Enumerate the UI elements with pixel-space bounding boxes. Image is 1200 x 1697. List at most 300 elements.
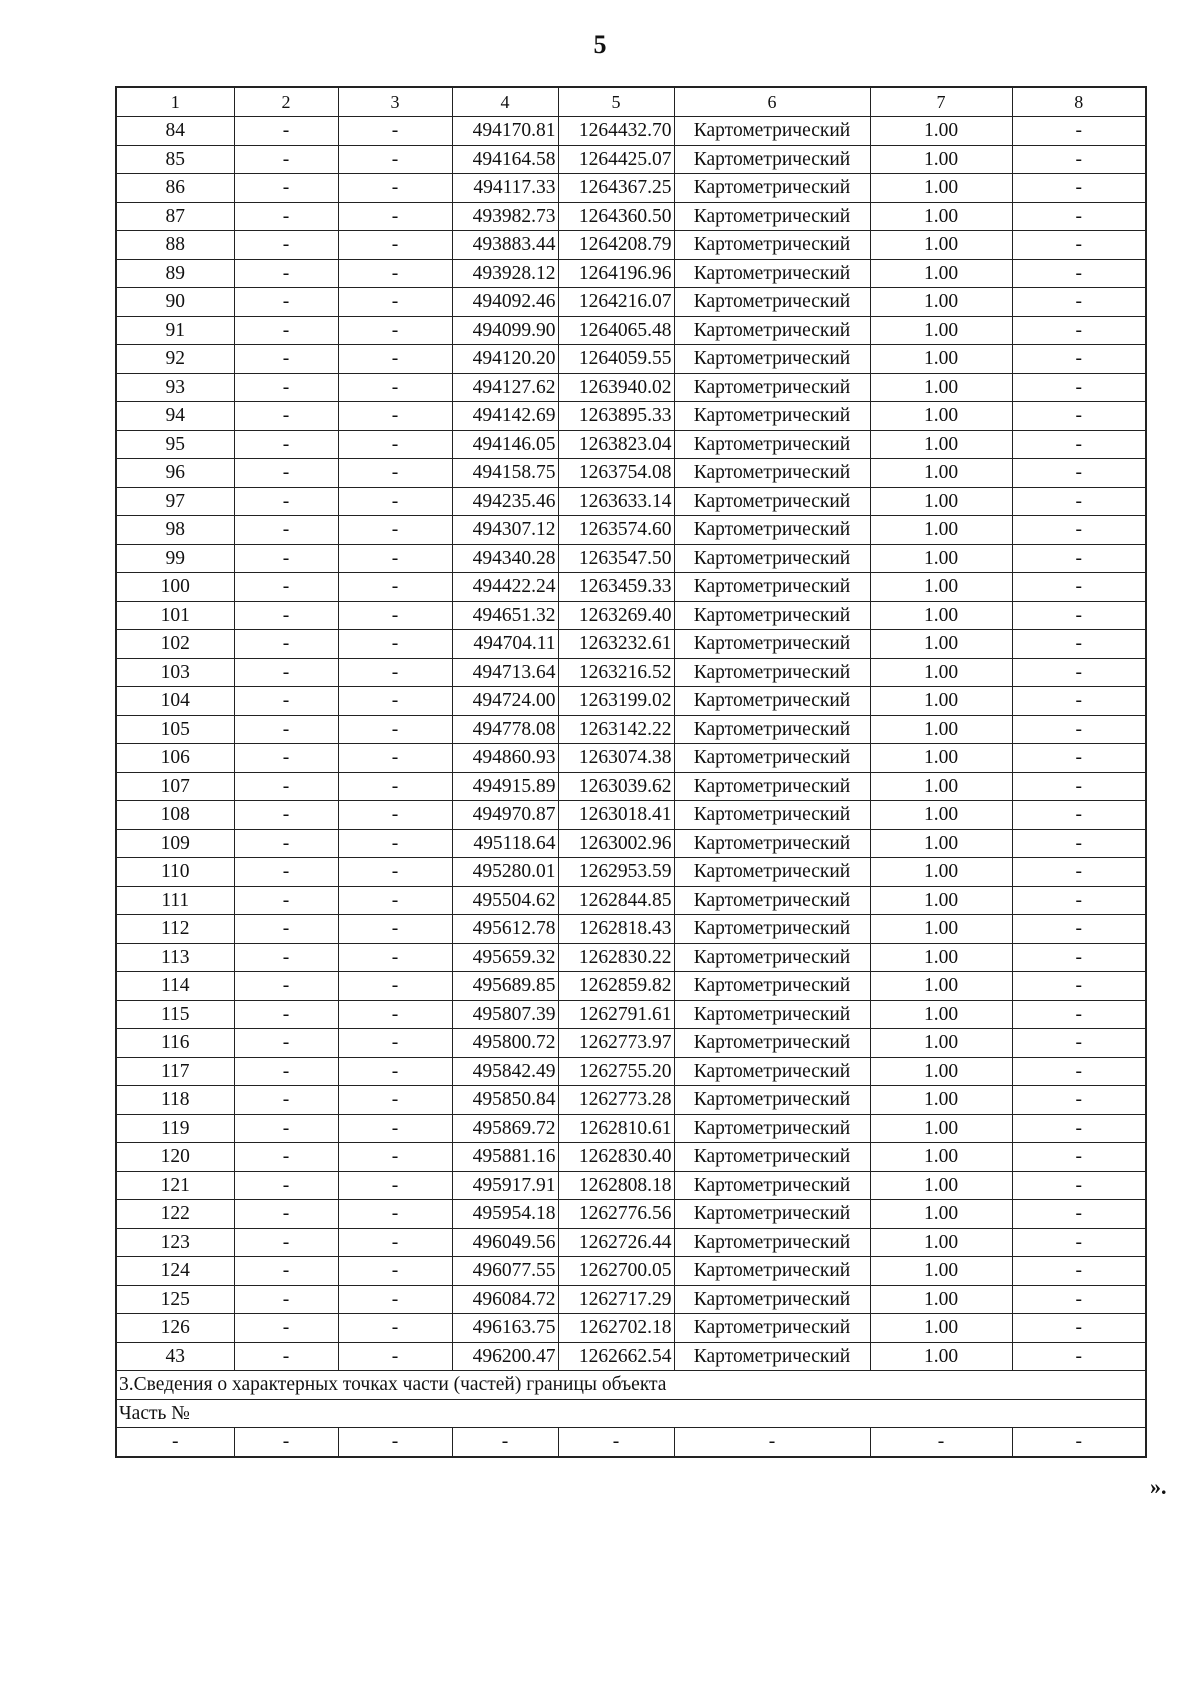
- table-cell: -: [338, 915, 452, 944]
- table-cell: Картометрический: [674, 1057, 870, 1086]
- table-cell: 84: [116, 117, 234, 146]
- table-cell: 494713.64: [452, 658, 558, 687]
- table-row: [116, 402, 1146, 431]
- table-cell: -: [338, 801, 452, 830]
- table-cell: Картометрический: [674, 687, 870, 716]
- table-cell: 1264432.70: [558, 117, 674, 146]
- table-cell: 1264065.48: [558, 316, 674, 345]
- table-cell: Картометрический: [674, 259, 870, 288]
- table-cell: -: [234, 1342, 338, 1371]
- table-cell: 1.00: [870, 544, 1012, 573]
- table-cell: -: [234, 202, 338, 231]
- table-cell: -: [234, 1428, 338, 1457]
- table-cell: 43: [116, 1342, 234, 1371]
- table-cell: -: [1012, 744, 1146, 773]
- table-cell: -: [338, 544, 452, 573]
- table-cell: -: [234, 1057, 338, 1086]
- table-cell: -: [234, 1285, 338, 1314]
- table-cell: 111: [116, 886, 234, 915]
- table-cell: 119: [116, 1114, 234, 1143]
- table-cell: -: [234, 430, 338, 459]
- table-cell: Картометрический: [674, 858, 870, 887]
- table-cell: Картометрический: [674, 886, 870, 915]
- table-cell: 494340.28: [452, 544, 558, 573]
- table-cell: 1262773.97: [558, 1029, 674, 1058]
- table-cell: -: [338, 1114, 452, 1143]
- table-cell: 494120.20: [452, 345, 558, 374]
- table-row: [116, 829, 1146, 858]
- table-cell: 1.00: [870, 373, 1012, 402]
- table-row: [116, 915, 1146, 944]
- table-cell: 122: [116, 1200, 234, 1229]
- table-cell: 1.00: [870, 1257, 1012, 1286]
- table-cell: 94: [116, 402, 234, 431]
- table-cell: 1.00: [870, 1143, 1012, 1172]
- table-row: [116, 687, 1146, 716]
- table-cell: -: [234, 744, 338, 773]
- table-cell: 1263002.96: [558, 829, 674, 858]
- table-cell: 495280.01: [452, 858, 558, 887]
- table-cell: 1263074.38: [558, 744, 674, 773]
- table-cell: Картометрический: [674, 1143, 870, 1172]
- table-row: [116, 1342, 1146, 1371]
- table-cell: -: [1012, 1143, 1146, 1172]
- table-cell: -: [234, 630, 338, 659]
- table-cell: -: [452, 1428, 558, 1457]
- table-cell: 1.00: [870, 829, 1012, 858]
- table-cell: 494778.08: [452, 715, 558, 744]
- table-row: [116, 1086, 1146, 1115]
- table-cell: 1263232.61: [558, 630, 674, 659]
- table-cell: Картометрический: [674, 573, 870, 602]
- table-cell: 1.00: [870, 858, 1012, 887]
- table-cell: -: [234, 772, 338, 801]
- table-row: [116, 858, 1146, 887]
- table-cell: 1263039.62: [558, 772, 674, 801]
- table-cell: -: [1012, 972, 1146, 1001]
- table-cell: 495850.84: [452, 1086, 558, 1115]
- table-cell: -: [1012, 801, 1146, 830]
- table-cell: 494164.58: [452, 145, 558, 174]
- table-row: [116, 1257, 1146, 1286]
- table-cell: -: [1012, 772, 1146, 801]
- column-header: 3: [338, 87, 452, 117]
- table-cell: Картометрический: [674, 630, 870, 659]
- table-cell: Картометрический: [674, 1285, 870, 1314]
- table-cell: -: [338, 316, 452, 345]
- table-cell: 1262844.85: [558, 886, 674, 915]
- table-cell: 1.00: [870, 1228, 1012, 1257]
- column-header: 4: [452, 87, 558, 117]
- table-cell: 1263459.33: [558, 573, 674, 602]
- table-cell: -: [338, 658, 452, 687]
- table-cell: Картометрический: [674, 1200, 870, 1229]
- table-cell: -: [234, 972, 338, 1001]
- table-cell: -: [338, 231, 452, 260]
- table-cell: -: [1012, 1257, 1146, 1286]
- table-cell: -: [1012, 573, 1146, 602]
- table-cell: -: [338, 487, 452, 516]
- table-cell: 1262859.82: [558, 972, 674, 1001]
- table-cell: 1263547.50: [558, 544, 674, 573]
- table-cell: -: [338, 772, 452, 801]
- table-cell: 115: [116, 1000, 234, 1029]
- table-cell: 494307.12: [452, 516, 558, 545]
- table-cell: -: [1012, 858, 1146, 887]
- table-cell: -: [1012, 231, 1146, 260]
- table-cell: 1262717.29: [558, 1285, 674, 1314]
- table-cell: -: [338, 145, 452, 174]
- table-cell: Картометрический: [674, 345, 870, 374]
- table-cell: 1262700.05: [558, 1257, 674, 1286]
- table-cell: -: [558, 1428, 674, 1457]
- table-cell: -: [338, 117, 452, 146]
- table-cell: 1262808.18: [558, 1171, 674, 1200]
- table-cell: 100: [116, 573, 234, 602]
- table-row: [116, 1143, 1146, 1172]
- table-cell: -: [1012, 658, 1146, 687]
- table-cell: -: [338, 516, 452, 545]
- table-cell: -: [234, 1257, 338, 1286]
- table-row: [116, 174, 1146, 203]
- table-cell: Картометрический: [674, 145, 870, 174]
- table-cell: -: [338, 1086, 452, 1115]
- table-row: [116, 1228, 1146, 1257]
- table-row: [116, 373, 1146, 402]
- table-cell: -: [338, 373, 452, 402]
- table-row: [116, 601, 1146, 630]
- table-row: [116, 516, 1146, 545]
- table-cell: -: [338, 573, 452, 602]
- table-cell: -: [338, 259, 452, 288]
- column-header: 1: [116, 87, 234, 117]
- table-cell: 90: [116, 288, 234, 317]
- table-row: [116, 145, 1146, 174]
- table-cell: 1263754.08: [558, 459, 674, 488]
- table-cell: -: [1012, 373, 1146, 402]
- table-cell: Картометрический: [674, 402, 870, 431]
- table-cell: 1263574.60: [558, 516, 674, 545]
- table-cell: -: [1012, 630, 1146, 659]
- table-cell: -: [1012, 288, 1146, 317]
- table-cell: 98: [116, 516, 234, 545]
- table-cell: 496084.72: [452, 1285, 558, 1314]
- table-cell: 495954.18: [452, 1200, 558, 1229]
- table-cell: 494092.46: [452, 288, 558, 317]
- table-cell: 1263940.02: [558, 373, 674, 402]
- table-row: [116, 487, 1146, 516]
- table-row: [116, 1200, 1146, 1229]
- table-cell: -: [1012, 1342, 1146, 1371]
- table-cell: 494422.24: [452, 573, 558, 602]
- table-cell: 495612.78: [452, 915, 558, 944]
- table-cell: -: [234, 459, 338, 488]
- page-number: 5: [593, 30, 607, 59]
- table-cell: 494117.33: [452, 174, 558, 203]
- table-row: [116, 459, 1146, 488]
- table-cell: 1263269.40: [558, 601, 674, 630]
- table-cell: Картометрический: [674, 516, 870, 545]
- table-cell: 103: [116, 658, 234, 687]
- table-cell: 120: [116, 1143, 234, 1172]
- table-cell: 1.00: [870, 174, 1012, 203]
- table-cell: Картометрический: [674, 117, 870, 146]
- table-cell: 123: [116, 1228, 234, 1257]
- table-cell: 495689.85: [452, 972, 558, 1001]
- table-cell: 1263018.41: [558, 801, 674, 830]
- table-cell: -: [234, 259, 338, 288]
- table-cell: 1264059.55: [558, 345, 674, 374]
- table-cell: 1.00: [870, 972, 1012, 1001]
- table-cell: 494235.46: [452, 487, 558, 516]
- table-cell: 87: [116, 202, 234, 231]
- table-cell: -: [234, 288, 338, 317]
- table-cell: -: [338, 1228, 452, 1257]
- table-cell: 495118.64: [452, 829, 558, 858]
- table-cell: -: [1012, 145, 1146, 174]
- table-row: [116, 288, 1146, 317]
- table-cell: Картометрический: [674, 1086, 870, 1115]
- table-cell: -: [1012, 1057, 1146, 1086]
- table-cell: 1262810.61: [558, 1114, 674, 1143]
- table-cell: 117: [116, 1057, 234, 1086]
- table-cell: -: [234, 373, 338, 402]
- table-cell: -: [1012, 259, 1146, 288]
- table-cell: -: [234, 915, 338, 944]
- table-cell: 91: [116, 316, 234, 345]
- table-cell: Картометрический: [674, 801, 870, 830]
- column-header: 8: [1012, 87, 1146, 117]
- column-header: 2: [234, 87, 338, 117]
- table-cell: -: [1012, 943, 1146, 972]
- table-cell: -: [1012, 516, 1146, 545]
- table-cell: 493928.12: [452, 259, 558, 288]
- table-cell: 1.00: [870, 202, 1012, 231]
- table-cell: 1.00: [870, 1000, 1012, 1029]
- table-cell: 1.00: [870, 288, 1012, 317]
- table-cell: Картометрический: [674, 316, 870, 345]
- table-cell: 494170.81: [452, 117, 558, 146]
- table-cell: 1.00: [870, 573, 1012, 602]
- table-cell: -: [338, 345, 452, 374]
- table-cell: 105: [116, 715, 234, 744]
- table-row: [116, 345, 1146, 374]
- table-cell: Картометрический: [674, 373, 870, 402]
- table-cell: 1.00: [870, 943, 1012, 972]
- table-cell: -: [1012, 886, 1146, 915]
- table-cell: 1.00: [870, 1285, 1012, 1314]
- table-cell: 495917.91: [452, 1171, 558, 1200]
- table-cell: 1263895.33: [558, 402, 674, 431]
- part-row: [116, 1399, 1146, 1428]
- table-cell: Картометрический: [674, 288, 870, 317]
- table-cell: Картометрический: [674, 943, 870, 972]
- table-cell: 124: [116, 1257, 234, 1286]
- table-cell: Картометрический: [674, 202, 870, 231]
- section-3-title: 3.Сведения о характерных точках части (частей) границы объекта: [116, 1371, 1146, 1400]
- table-cell: -: [338, 174, 452, 203]
- table-cell: 1.00: [870, 630, 1012, 659]
- table-cell: -: [338, 1314, 452, 1343]
- table-cell: 496200.47: [452, 1342, 558, 1371]
- table-cell: 1264360.50: [558, 202, 674, 231]
- table-cell: Картометрический: [674, 174, 870, 203]
- table-cell: 495659.32: [452, 943, 558, 972]
- table-row: [116, 202, 1146, 231]
- table-cell: -: [338, 601, 452, 630]
- table-cell: 1262726.44: [558, 1228, 674, 1257]
- table-cell: 494146.05: [452, 430, 558, 459]
- column-header: 5: [558, 87, 674, 117]
- table-cell: 1.00: [870, 316, 1012, 345]
- table-cell: 1264367.25: [558, 174, 674, 203]
- table-cell: Картометрический: [674, 231, 870, 260]
- table-cell: -: [338, 430, 452, 459]
- table-cell: -: [234, 316, 338, 345]
- table-row: [116, 1057, 1146, 1086]
- table-cell: 1.00: [870, 145, 1012, 174]
- table-cell: -: [338, 1029, 452, 1058]
- table-cell: -: [234, 145, 338, 174]
- column-header: 6: [674, 87, 870, 117]
- table-cell: 495842.49: [452, 1057, 558, 1086]
- table-cell: 86: [116, 174, 234, 203]
- table-cell: -: [234, 829, 338, 858]
- table-row: [116, 658, 1146, 687]
- table-cell: Картометрический: [674, 1314, 870, 1343]
- table-cell: Картометрический: [674, 487, 870, 516]
- table-cell: 493982.73: [452, 202, 558, 231]
- table-cell: -: [1012, 430, 1146, 459]
- table-cell: -: [338, 1057, 452, 1086]
- table-cell: -: [1012, 1314, 1146, 1343]
- table-cell: 1.00: [870, 402, 1012, 431]
- table-cell: 495807.39: [452, 1000, 558, 1029]
- table-cell: 1.00: [870, 1171, 1012, 1200]
- table-cell: 118: [116, 1086, 234, 1115]
- table-cell: -: [1012, 1285, 1146, 1314]
- table-cell: 1.00: [870, 487, 1012, 516]
- table-row: [116, 772, 1146, 801]
- table-cell: -: [1012, 1428, 1146, 1457]
- table-cell: -: [1012, 1200, 1146, 1229]
- table-cell: Картометрический: [674, 972, 870, 1001]
- table-row: [116, 943, 1146, 972]
- table-cell: 1262830.22: [558, 943, 674, 972]
- table-row: [116, 1171, 1146, 1200]
- table-cell: -: [234, 715, 338, 744]
- table-cell: 1262953.59: [558, 858, 674, 887]
- table-cell: 1.00: [870, 1314, 1012, 1343]
- table-cell: -: [234, 516, 338, 545]
- table-cell: 1.00: [870, 1029, 1012, 1058]
- table-cell: Картометрический: [674, 1342, 870, 1371]
- table-cell: 1262755.20: [558, 1057, 674, 1086]
- table-cell: -: [338, 1257, 452, 1286]
- table-cell: -: [1012, 174, 1146, 203]
- table-row: [116, 231, 1146, 260]
- table-cell: 495881.16: [452, 1143, 558, 1172]
- table-cell: 1264208.79: [558, 231, 674, 260]
- table-row: [116, 316, 1146, 345]
- table-cell: Картометрический: [674, 915, 870, 944]
- table-cell: 1.00: [870, 658, 1012, 687]
- table-cell: 125: [116, 1285, 234, 1314]
- table-cell: -: [234, 1086, 338, 1115]
- table-row: [116, 1000, 1146, 1029]
- table-cell: 495869.72: [452, 1114, 558, 1143]
- table-cell: 493883.44: [452, 231, 558, 260]
- table-cell: Картометрический: [674, 430, 870, 459]
- table-cell: 1263142.22: [558, 715, 674, 744]
- table-cell: 99: [116, 544, 234, 573]
- table-cell: -: [338, 715, 452, 744]
- table-cell: -: [1012, 715, 1146, 744]
- table-cell: -: [338, 1143, 452, 1172]
- closing-quote: ».: [1150, 1474, 1167, 1499]
- table-cell: -: [1012, 1029, 1146, 1058]
- table-cell: 495800.72: [452, 1029, 558, 1058]
- table-row: [116, 573, 1146, 602]
- table-cell: -: [1012, 1171, 1146, 1200]
- table-cell: 1262776.56: [558, 1200, 674, 1229]
- table-cell: -: [338, 972, 452, 1001]
- table-cell: -: [234, 117, 338, 146]
- table-cell: 114: [116, 972, 234, 1001]
- table-row: [116, 117, 1146, 146]
- table-cell: -: [1012, 829, 1146, 858]
- table-cell: 1.00: [870, 772, 1012, 801]
- table-cell: -: [234, 544, 338, 573]
- table-cell: -: [234, 886, 338, 915]
- table-cell: 1.00: [870, 345, 1012, 374]
- table-cell: 112: [116, 915, 234, 944]
- table-cell: -: [338, 687, 452, 716]
- table-cell: 494127.62: [452, 373, 558, 402]
- table-cell: 104: [116, 687, 234, 716]
- table-cell: 494724.00: [452, 687, 558, 716]
- table-cell: -: [234, 1114, 338, 1143]
- table-row: [116, 544, 1146, 573]
- table-cell: 1.00: [870, 1342, 1012, 1371]
- table-cell: -: [234, 1143, 338, 1172]
- table-cell: 1262662.54: [558, 1342, 674, 1371]
- table-cell: 1.00: [870, 801, 1012, 830]
- table-cell: 93: [116, 373, 234, 402]
- table-row: [116, 744, 1146, 773]
- table-cell: -: [234, 658, 338, 687]
- table-row: [116, 1114, 1146, 1143]
- table-cell: 1.00: [870, 459, 1012, 488]
- table-cell: 1.00: [870, 744, 1012, 773]
- table-cell: 108: [116, 801, 234, 830]
- table-cell: -: [234, 1171, 338, 1200]
- table-row: [116, 1285, 1146, 1314]
- table-cell: 110: [116, 858, 234, 887]
- header-row: [116, 87, 1146, 117]
- table-cell: 1264216.07: [558, 288, 674, 317]
- table-cell: 96: [116, 459, 234, 488]
- table-row: [116, 1428, 1146, 1457]
- table-row: [116, 715, 1146, 744]
- table-cell: -: [234, 573, 338, 602]
- table-cell: 1.00: [870, 886, 1012, 915]
- table-cell: 107: [116, 772, 234, 801]
- table-cell: 1.00: [870, 516, 1012, 545]
- table-cell: 1262773.28: [558, 1086, 674, 1115]
- table-cell: -: [116, 1428, 234, 1457]
- table-cell: 106: [116, 744, 234, 773]
